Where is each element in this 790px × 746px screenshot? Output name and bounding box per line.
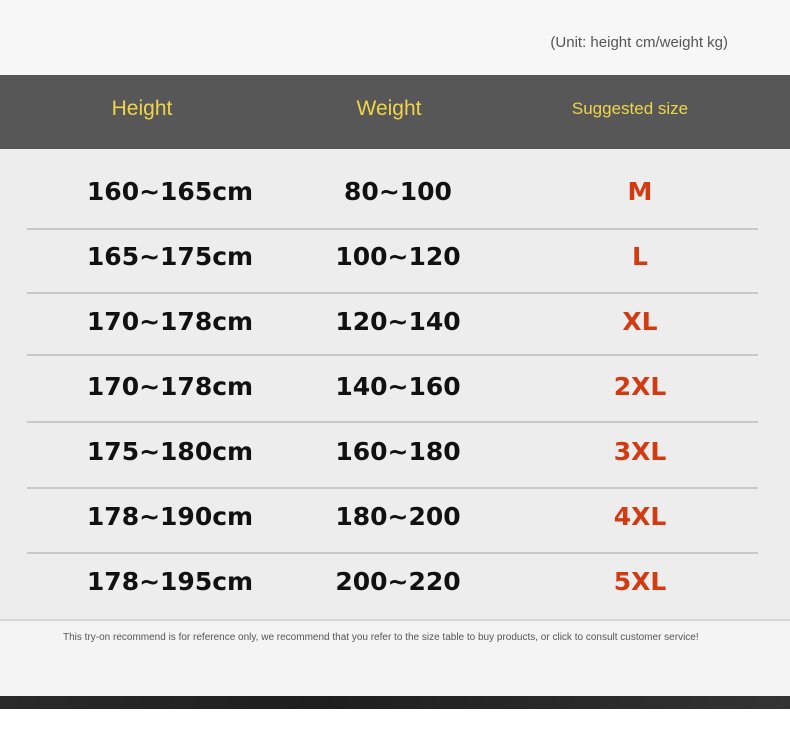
table-row xyxy=(0,159,790,224)
size-cell: M xyxy=(627,177,653,206)
table-row xyxy=(0,419,790,484)
weight-cell: 120~140 xyxy=(335,307,461,336)
height-cell: 170~178cm xyxy=(86,372,254,401)
weight-cell: 100~120 xyxy=(335,242,461,271)
table-row xyxy=(0,224,790,289)
height-cell: 160~165cm xyxy=(86,177,254,206)
weight-cell: 80~100 xyxy=(344,177,452,206)
weight-cell: 180~200 xyxy=(335,502,461,531)
header-suggested-size: Suggested size xyxy=(571,99,689,118)
table-body xyxy=(0,149,790,619)
height-cell: 178~190cm xyxy=(86,502,254,531)
size-cell: 2XL xyxy=(613,372,667,401)
height-cell: 175~180cm xyxy=(86,437,254,466)
bottom-margin xyxy=(0,709,790,746)
header-weight: Weight xyxy=(356,97,422,120)
table-header xyxy=(0,75,790,149)
size-cell: L xyxy=(632,242,648,271)
size-cell: 4XL xyxy=(613,502,667,531)
table-row xyxy=(0,484,790,549)
height-cell: 178~195cm xyxy=(86,567,254,596)
disclaimer-band xyxy=(0,619,790,696)
header-height: Height xyxy=(111,97,173,120)
top-band xyxy=(0,0,790,75)
weight-cell: 200~220 xyxy=(335,567,461,596)
bottom-dark-strip xyxy=(0,696,790,709)
height-cell: 170~178cm xyxy=(86,307,254,336)
table-row xyxy=(0,289,790,354)
size-cell: 5XL xyxy=(613,567,667,596)
table-row xyxy=(0,354,790,419)
weight-cell: 140~160 xyxy=(335,372,461,401)
disclaimer-text: This try-on recommend is for reference only, we recommend that you refer to the size table to buy products, or click to consult customer service! xyxy=(63,632,699,643)
unit-note: (Unit: height cm/weight kg) xyxy=(550,34,728,51)
size-cell: XL xyxy=(622,307,658,336)
size-cell: 3XL xyxy=(613,437,667,466)
table-row xyxy=(0,549,790,614)
weight-cell: 160~180 xyxy=(335,437,461,466)
height-cell: 165~175cm xyxy=(86,242,254,271)
